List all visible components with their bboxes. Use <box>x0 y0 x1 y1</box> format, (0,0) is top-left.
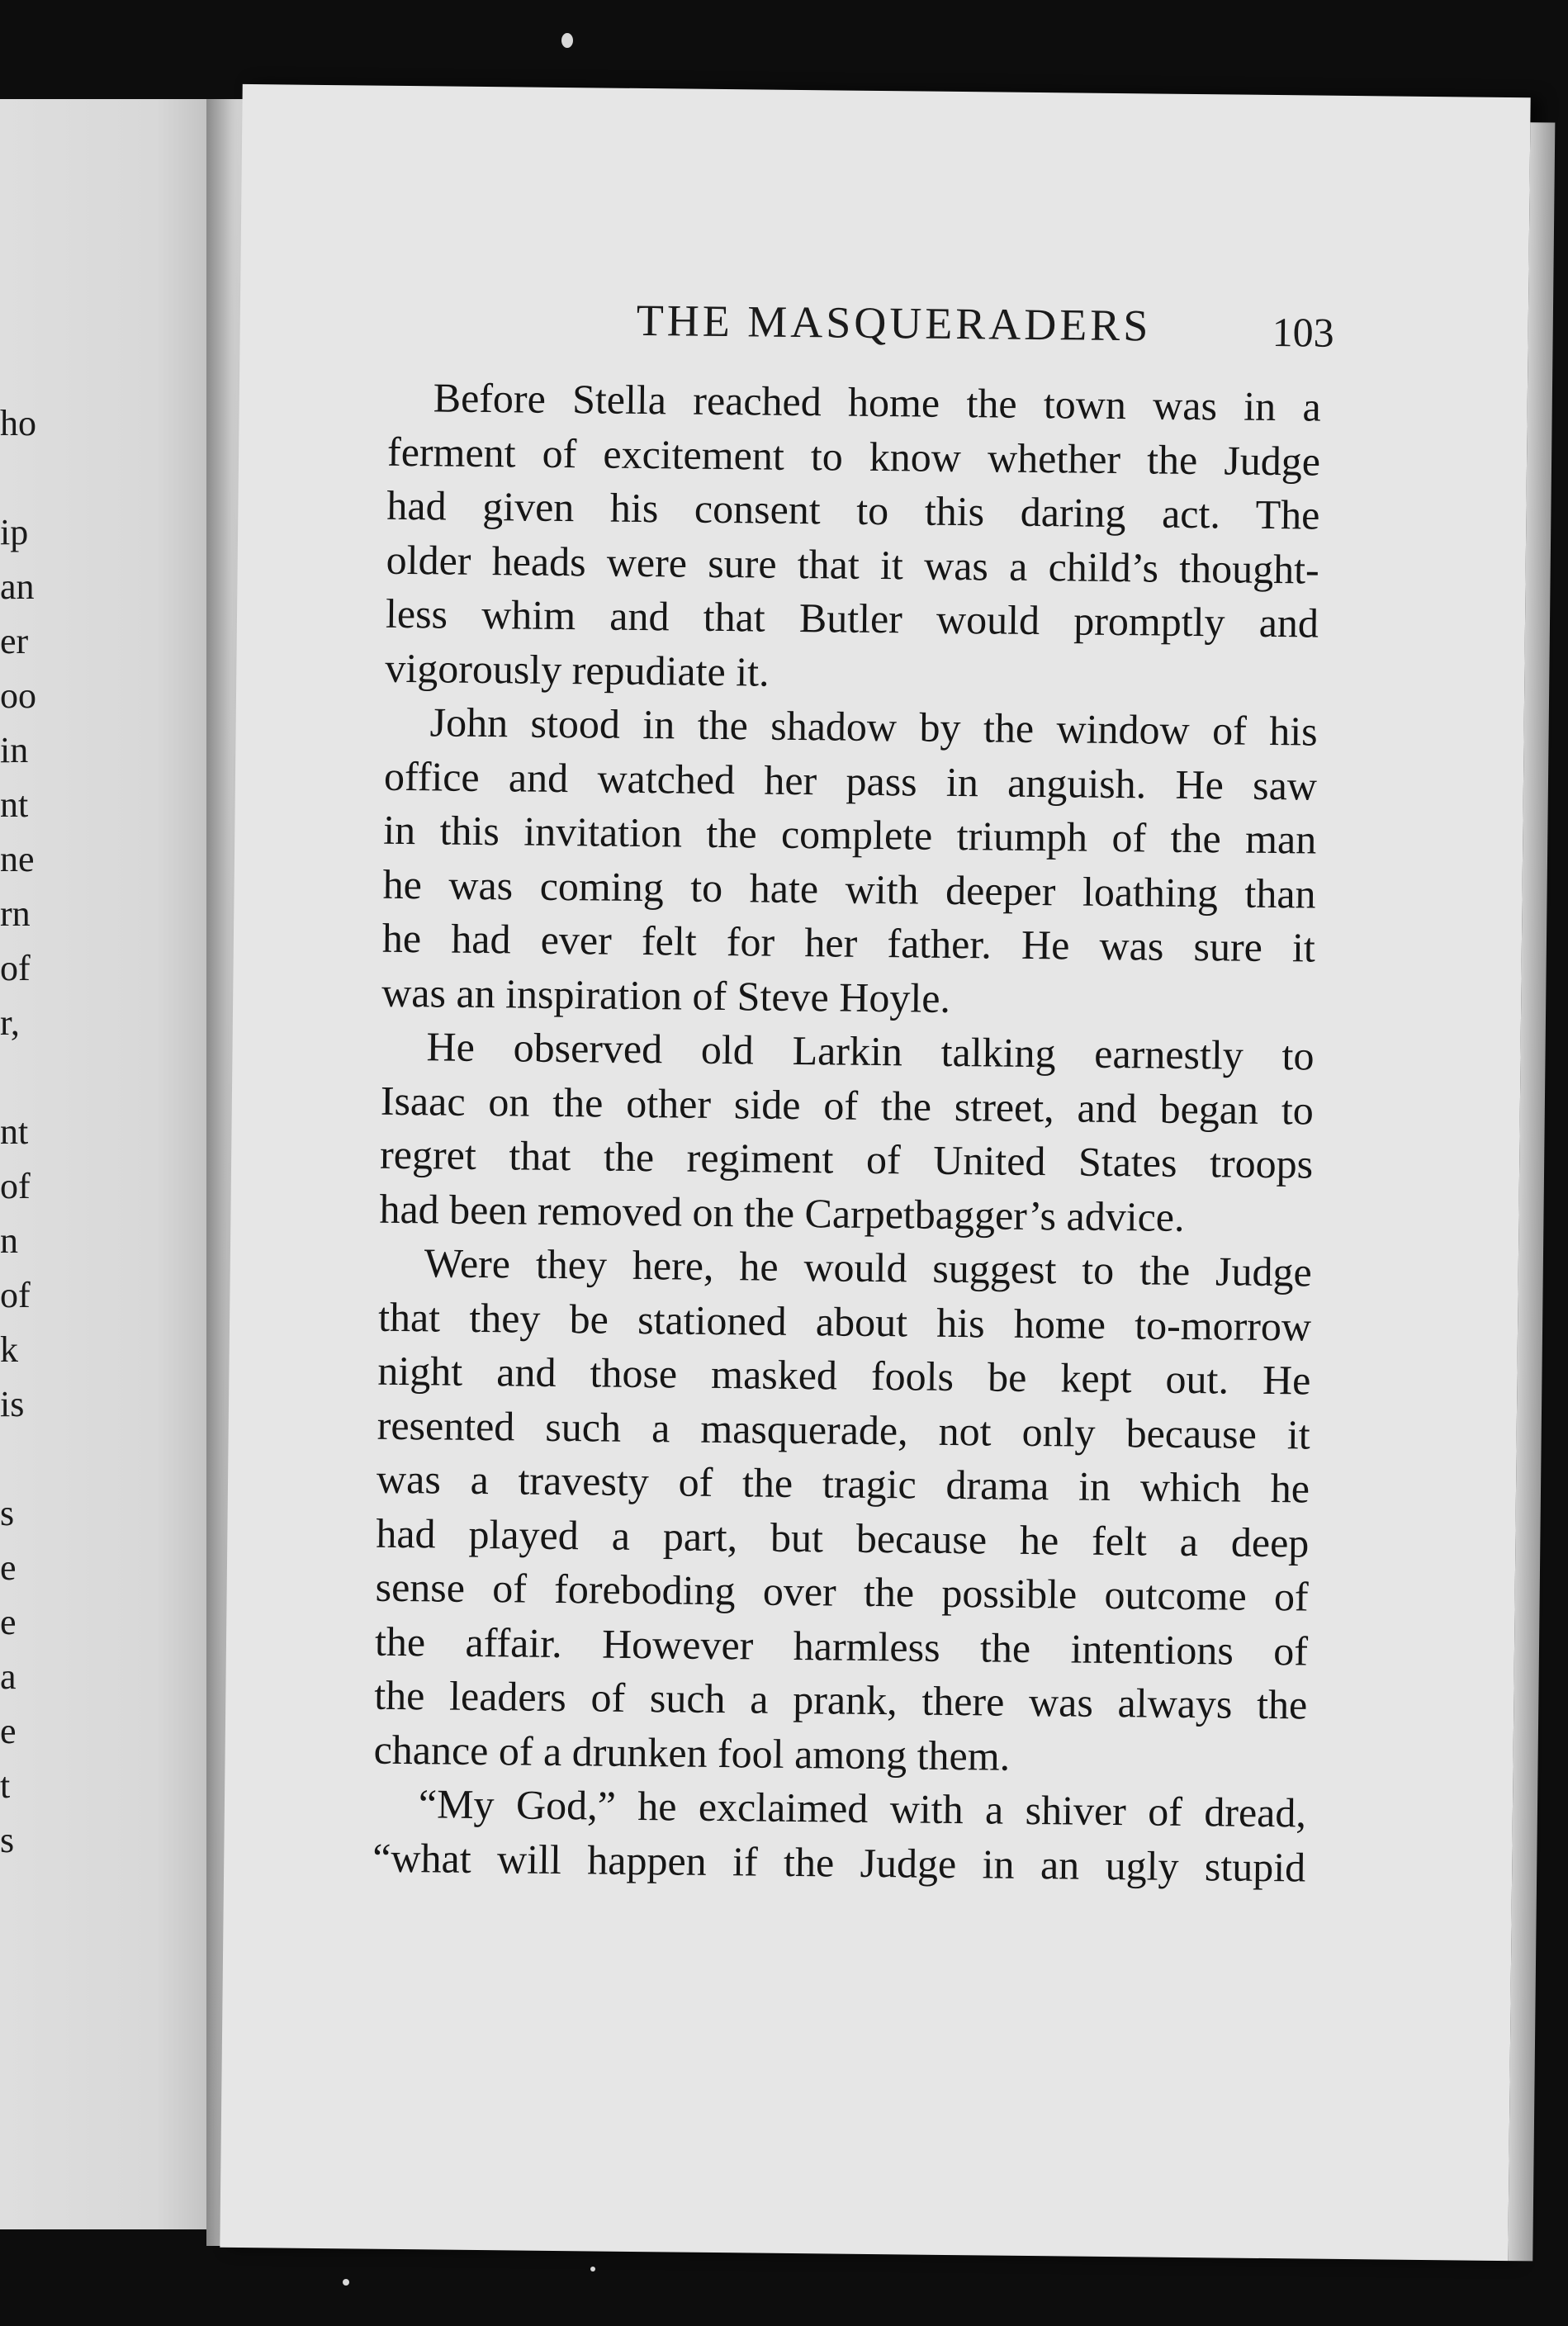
page-number: 103 <box>1272 308 1334 356</box>
text-line: he was coming to hate with deeper loathing than <box>382 860 1316 917</box>
text-line: less whim and that Butler would promptly and <box>385 590 1319 647</box>
dust-speck <box>590 2267 595 2272</box>
left-page-fragment <box>0 1050 83 1105</box>
text-line: had given his consent to this daring act. The <box>386 481 1320 538</box>
left-page-fragment: ho <box>0 403 36 443</box>
text-line: older heads were sure that it was a child’s thought- <box>386 536 1319 593</box>
left-page-fragment: n <box>0 1220 18 1261</box>
running-head: THE MASQUERADERS <box>636 295 1152 351</box>
text-line: office and watched her pass in anguish. He saw <box>383 752 1318 809</box>
text-line: had played a part, but because he felt a deep <box>376 1509 1310 1566</box>
left-page-fragment: e <box>0 1602 17 1642</box>
left-page-fragment: of <box>0 1166 31 1206</box>
text-line: “what will happen if the Judge in an ugly stupid <box>372 1834 1306 1891</box>
text-line: chance of a drunken fool among them. <box>373 1726 1011 1779</box>
text-line: ferment of excitement to know whether the Judge <box>386 428 1321 485</box>
text-line: had been removed on the Carpetbagger’s advice. <box>379 1185 1185 1240</box>
text-line: was a travesty of the tragic drama in which he <box>376 1455 1310 1512</box>
left-page <box>0 99 223 2229</box>
left-page-fragment: e <box>0 1711 17 1751</box>
left-page-fragment: e <box>0 1547 17 1588</box>
dust-speck <box>343 2279 349 2286</box>
left-page-fragment: r, <box>0 1002 20 1043</box>
text-line: Isaac on the other side of the street, and began to <box>380 1077 1315 1134</box>
left-page-fragment: nt <box>0 1111 29 1152</box>
left-page-fragment: oo <box>0 675 36 716</box>
text-line: regret that the regiment of United States troops <box>379 1130 1314 1187</box>
dust-speck <box>561 33 573 48</box>
left-page-fragment: rn <box>0 893 31 934</box>
left-page-fragment: er <box>0 621 29 661</box>
text-line: the leaders of such a prank, there was always the <box>374 1671 1308 1728</box>
left-page-fragment: t <box>0 1765 11 1806</box>
text-line: in this invitation the complete triumph of the man <box>383 806 1317 863</box>
left-page-fragment: is <box>0 1384 25 1424</box>
text-line: sense of foreboding over the possible outcome of <box>375 1563 1309 1620</box>
left-page-fragment: s <box>0 1820 15 1860</box>
left-page-text-fragments <box>0 396 83 1868</box>
page-edge <box>1508 122 1555 2261</box>
left-page-fragment: of <box>0 948 31 988</box>
left-page-fragment: s <box>0 1493 15 1533</box>
right-page <box>220 84 1530 2261</box>
text-line: he had ever felt for her father. He was sure it <box>381 914 1316 971</box>
left-page-fragment <box>0 451 83 505</box>
text-line: John stood in the shadow by the window of his <box>429 699 1318 755</box>
text-line: “My God,” he exclaimed with a shiver of dread, <box>418 1780 1307 1836</box>
left-page-fragment <box>0 1432 83 1486</box>
left-page-fragment: k <box>0 1329 18 1370</box>
text-line: vigorously repudiate it. <box>385 644 770 695</box>
text-line: night and those masked fools be kept out. He <box>377 1347 1311 1404</box>
text-line: He observed old Larkin talking earnestly to <box>426 1023 1315 1079</box>
text-line: Before Stella reached home the town was in a <box>433 374 1322 430</box>
left-page-fragment: ne <box>0 839 35 879</box>
text-line: that they be stationed about his home to-morrow <box>377 1293 1312 1350</box>
left-page-fragment: an <box>0 566 35 607</box>
left-page-fragment: nt <box>0 784 29 825</box>
text-line: was an inspiration of Steve Hoyle. <box>381 969 951 1021</box>
left-page-fragment: of <box>0 1275 31 1315</box>
left-page-fragment: ip <box>0 512 29 552</box>
text-line: Were they here, he would suggest to the Judge <box>424 1239 1313 1296</box>
body-text <box>372 371 1321 1895</box>
text-line: the affair. However harmless the intentions of <box>374 1618 1309 1675</box>
text-line: resented such a masquerade, not only because it <box>377 1401 1311 1458</box>
left-page-fragment: a <box>0 1656 17 1697</box>
left-page-fragment: in <box>0 730 29 770</box>
